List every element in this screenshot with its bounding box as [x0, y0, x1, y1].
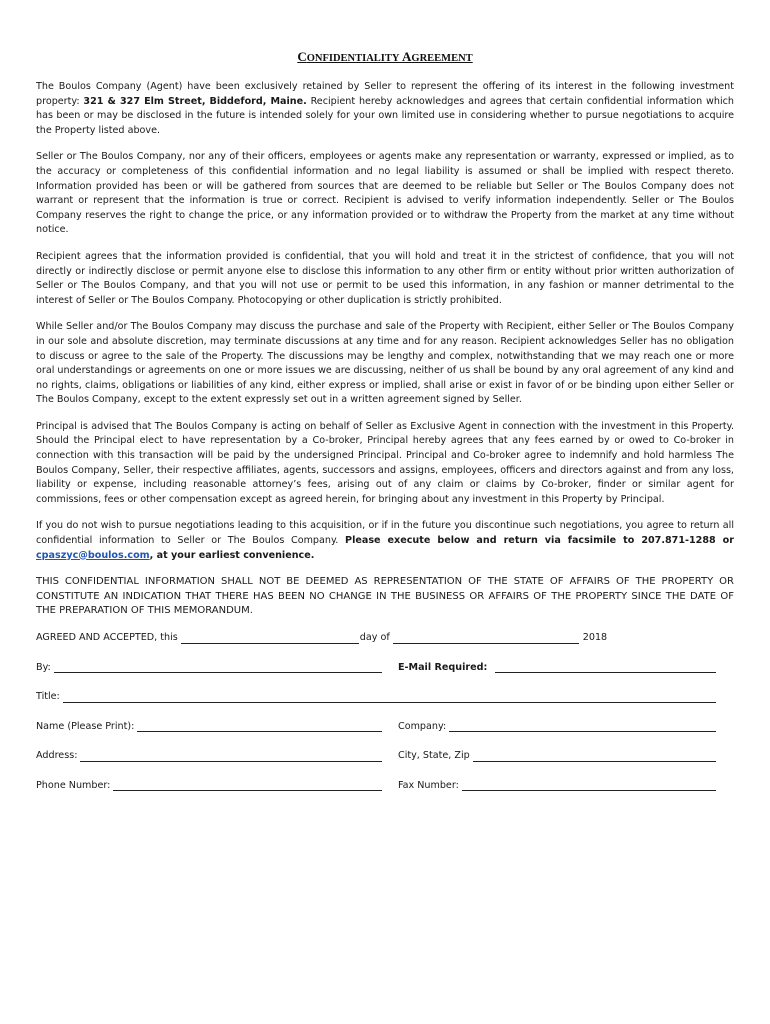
email-field[interactable] — [495, 662, 716, 673]
name-label: Name (Please Print): — [36, 720, 135, 732]
paragraph-disclaimer-caps: THIS CONFIDENTIAL INFORMATION SHALL NOT BE DEEMED AS REPRESENTATION OF THE STATE OF AFFAIRS OF THE PROPERTY OR CONSTITUTE AN INDICATION THAT THERE HAS BEEN NO CHANGE IN THE BUSINESS OR AFFAIRS OF THE PROPERTY SINCE THE DATE OF THE PREPARATION OF THIS MEMORANDUM. — [36, 576, 734, 617]
title-field[interactable] — [63, 692, 716, 703]
name-company-row — [36, 720, 734, 750]
paragraph-discussions: While Seller and/or The Boulos Company may discuss the purchase and sale of the Property with Recipient, either Seller or The Boulos Company in our sole and absolute discretion, may terminate discussions at any time and for any reason. Recipient acknowledges Seller has no obligation to discuss or agree to the sale of the Property. The discussions may be lengthy and complex, notwithstanding that we may reach one or more oral understandings or agreements on one or more issues we are discussing, neither of us shall be bound by any oral agreement of any kind and no rights, claims, obligations or liabilities of any kind, either express or implied, shall arise or exist in favor of or be binding upon either Seller or The Boulos Company, except to the extent expressly set out in a written agreement signed by Seller. — [36, 321, 734, 406]
fax-label: Fax Number: — [398, 779, 459, 791]
confidentiality-agreement-document — [36, 48, 734, 808]
title-label: Title: — [36, 691, 60, 702]
city-state-zip-field[interactable] — [473, 751, 716, 762]
agreed-accepted-line: AGREED AND ACCEPTED, this day of 2018 — [36, 632, 608, 643]
paragraph-agent-retention: The Boulos Company (Agent) have been exclusively retained by Seller to represent the offering of its interest in the following investment property: 321 & 327 Elm Street, Biddeford, Maine. Recipient hereby acknowledges and agrees that certain confidential information which has been or may be disclosed in the future is intended solely for your own limited use in considering whether to pursue negotiations to acquire the Property listed above. — [36, 81, 734, 136]
address-field[interactable] — [80, 751, 382, 762]
email-link[interactable]: cpaszyc@boulos.com — [36, 549, 150, 561]
address-row — [36, 749, 734, 779]
paragraph-confidentiality: Recipient agrees that the information provided is confidential, that you will hold and treat it in the strictest of confidence, that you will not directly or indirectly disclose or permit anyone else to disclose this information to any other firm or entity without prior written authorization of Seller or The Boulos Company, and that you will not use or permit to be used this information, in any fashion or manner detrimental to the interest of Seller or The Boulos Company. Photocopying or other duplication is strictly prohibited. — [36, 250, 734, 306]
signature-row — [36, 661, 734, 691]
phone-fax-row — [36, 779, 734, 809]
property-address: 321 & 327 Elm Street, Biddeford, Maine. — [83, 95, 307, 107]
title-row — [36, 690, 734, 720]
by-signature-field[interactable] — [54, 662, 382, 673]
paragraph-no-warranty: Seller or The Boulos Company, nor any of their officers, employees or agents make any representation or warranty, expressed or implied, as to the accuracy or completeness of this confidential information and no legal liability is assumed or shall be implied with respect thereto. Information provided has been or will be gathered from sources that are deemed to be reliable but Seller or The Boulos Company does not warrant or represent that the information is true or correct. Recipient is advised to verify information independently. Seller or The Boulos Company reserves the right to change the price, or any information provided or to withdraw the Property from the market at any time without notice. — [36, 151, 734, 236]
city-state-zip-label: City, State, Zip — [398, 750, 470, 761]
document-title: CONFIDENTIALITY AGREEMENT — [297, 49, 473, 64]
day-field[interactable] — [181, 633, 359, 644]
by-label: By: — [36, 661, 51, 673]
company-label: Company: — [398, 720, 447, 732]
company-field[interactable] — [449, 721, 716, 732]
phone-field[interactable] — [113, 780, 382, 791]
email-required-label: E-Mail Required: — [398, 661, 488, 673]
paragraph-co-broker: Principal is advised that The Boulos Company is acting on behalf of Seller as Exclusive Agent in connection with the investment in this Property. Should the Principal elect to have representation by a Co-broker, Principal hereby agrees that any fees earned by or owed to Co-broker in connection with this transaction will be paid by the undersigned Principal. Principal and Co-broker agree to indemnify and hold harmless The Boulos Company, Seller, their respective affiliates, agents, successors and assigns, employees, officers and directors against and from any loss, liability or expense, including reasonable attorney’s fees, arising out of any claim or claims by Co-broker, finder or similar agent for commissions, fees or other compensation except as agreed herein, for bringing about any investment in this Property by Principal. — [36, 420, 734, 505]
month-field[interactable] — [393, 633, 579, 644]
name-field[interactable] — [137, 721, 382, 732]
paragraph-return-instructions: If you do not wish to pursue negotiations leading to this acquisition, or if in the future you discontinue such negotiations, you agree to return all confidential information to Seller or The Boulos Company. Please execute below and return via facsimile to 207.871-1288 or cpaszyc@boulos.com, at your earliest convenience. — [36, 520, 734, 561]
address-label: Address: — [36, 750, 78, 761]
phone-label: Phone Number: — [36, 779, 111, 791]
fax-field[interactable] — [462, 780, 716, 791]
